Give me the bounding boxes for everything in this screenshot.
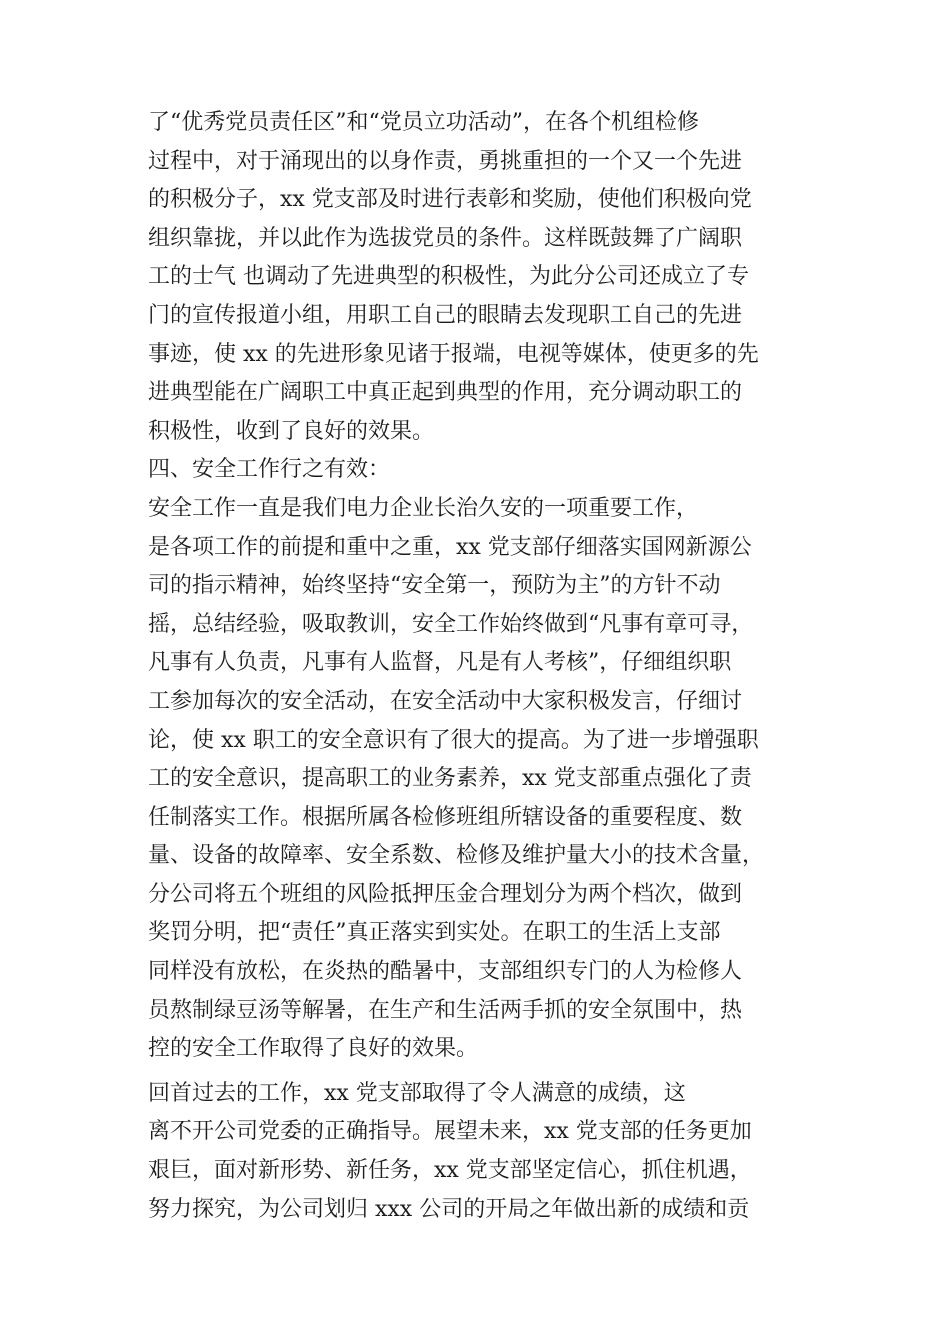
text-line: 司的指示精神，始终坚持“安全第一，预防为主”的方针不动 bbox=[148, 573, 721, 599]
paragraph-safety-work bbox=[148, 490, 808, 1069]
text-line: 的积极分子，xx 党支部及时进行表彰和奖励，使他们积极向党 bbox=[148, 187, 752, 213]
text-line: 工的士气 也调动了先进典型的积极性，为此分公司还成立了专 bbox=[148, 264, 749, 290]
text-line: 努力探究，为公司划归 xxx 公司的开局之年做出新的成绩和贡 bbox=[148, 1196, 750, 1222]
paragraph-advanced-models bbox=[148, 104, 808, 451]
text-line: 论，使 xx 职工的安全意识有了很大的提高。为了进一步增强职 bbox=[148, 727, 759, 753]
text-line: 同样没有放松，在炎热的酷暑中，支部组织专门的人为检修人 bbox=[148, 959, 743, 985]
text-line: 积极性，收到了良好的效果。 bbox=[148, 418, 435, 444]
section-heading-safety bbox=[148, 451, 808, 490]
text-line: 工的安全意识，提高职工的业务素养，xx 党支部重点强化了责 bbox=[148, 766, 752, 792]
text-line: 进典型能在广阔职工中真正起到典型的作用，充分调动职工的 bbox=[148, 380, 743, 406]
text-line: 四、安全工作行之有效： bbox=[148, 457, 391, 483]
text-line: 安全工作一直是我们电力企业长治久安的一项重要工作， bbox=[148, 495, 699, 521]
text-line: 奖罚分明，把“责任”真正落实到实处。在职工的生活上支部 bbox=[148, 920, 721, 946]
text-line: 员熬制绿豆汤等解暑，在生产和生活两手抓的安全氛围中，热 bbox=[148, 997, 743, 1023]
text-line: 离不开公司党委的正确指导。展望未来，xx 党支部的任务更加 bbox=[148, 1119, 752, 1145]
document-body bbox=[148, 104, 808, 1229]
text-line: 任制落实工作。根据所属各检修班组所辖设备的重要程度、数 bbox=[148, 804, 743, 830]
text-line: 过程中，对于涌现出的以身作责，勇挑重担的一个又一个先进 bbox=[148, 148, 743, 174]
text-line: 艰巨，面对新形势、新任务，xx 党支部坚定信心，抓住机遇， bbox=[148, 1158, 752, 1184]
text-line: 量、设备的故障率、安全系数、检修及维护量大小的技术含量， bbox=[148, 843, 765, 869]
text-line: 了“优秀党员责任区”和“党员立功活动”，在各个机组检修 bbox=[148, 110, 699, 135]
paragraph-review-outlook bbox=[148, 1075, 808, 1229]
text-line: 回首过去的工作，xx 党支部取得了令人满意的成绩，这 bbox=[148, 1080, 686, 1106]
text-line: 是各项工作的前提和重中之重，xx 党支部仔细落实国网新源公 bbox=[148, 534, 752, 560]
text-line: 工参加每次的安全活动，在安全活动中大家积极发言，仔细讨 bbox=[148, 688, 743, 714]
text-line: 组织靠拢，并以此作为选拔党员的条件。这样既鼓舞了广阔职 bbox=[148, 225, 743, 251]
text-line: 门的宣传报道小组，用职工自己的眼睛去发现职工自己的先进 bbox=[148, 302, 743, 328]
text-line: 控的安全工作取得了良好的效果。 bbox=[148, 1036, 479, 1062]
text-line: 事迹，使 xx 的先进形象见诸于报端，电视等媒体，使更多的先 bbox=[148, 341, 759, 367]
text-line: 凡事有人负责，凡事有人监督，凡是有人考核”，仔细组织职 bbox=[148, 650, 732, 676]
text-line: 分公司将五个班组的风险抵押压金合理划分为两个档次，做到 bbox=[148, 881, 743, 907]
text-line: 摇，总结经验，吸取教训，安全工作始终做到“凡事有章可寻， bbox=[148, 611, 754, 637]
